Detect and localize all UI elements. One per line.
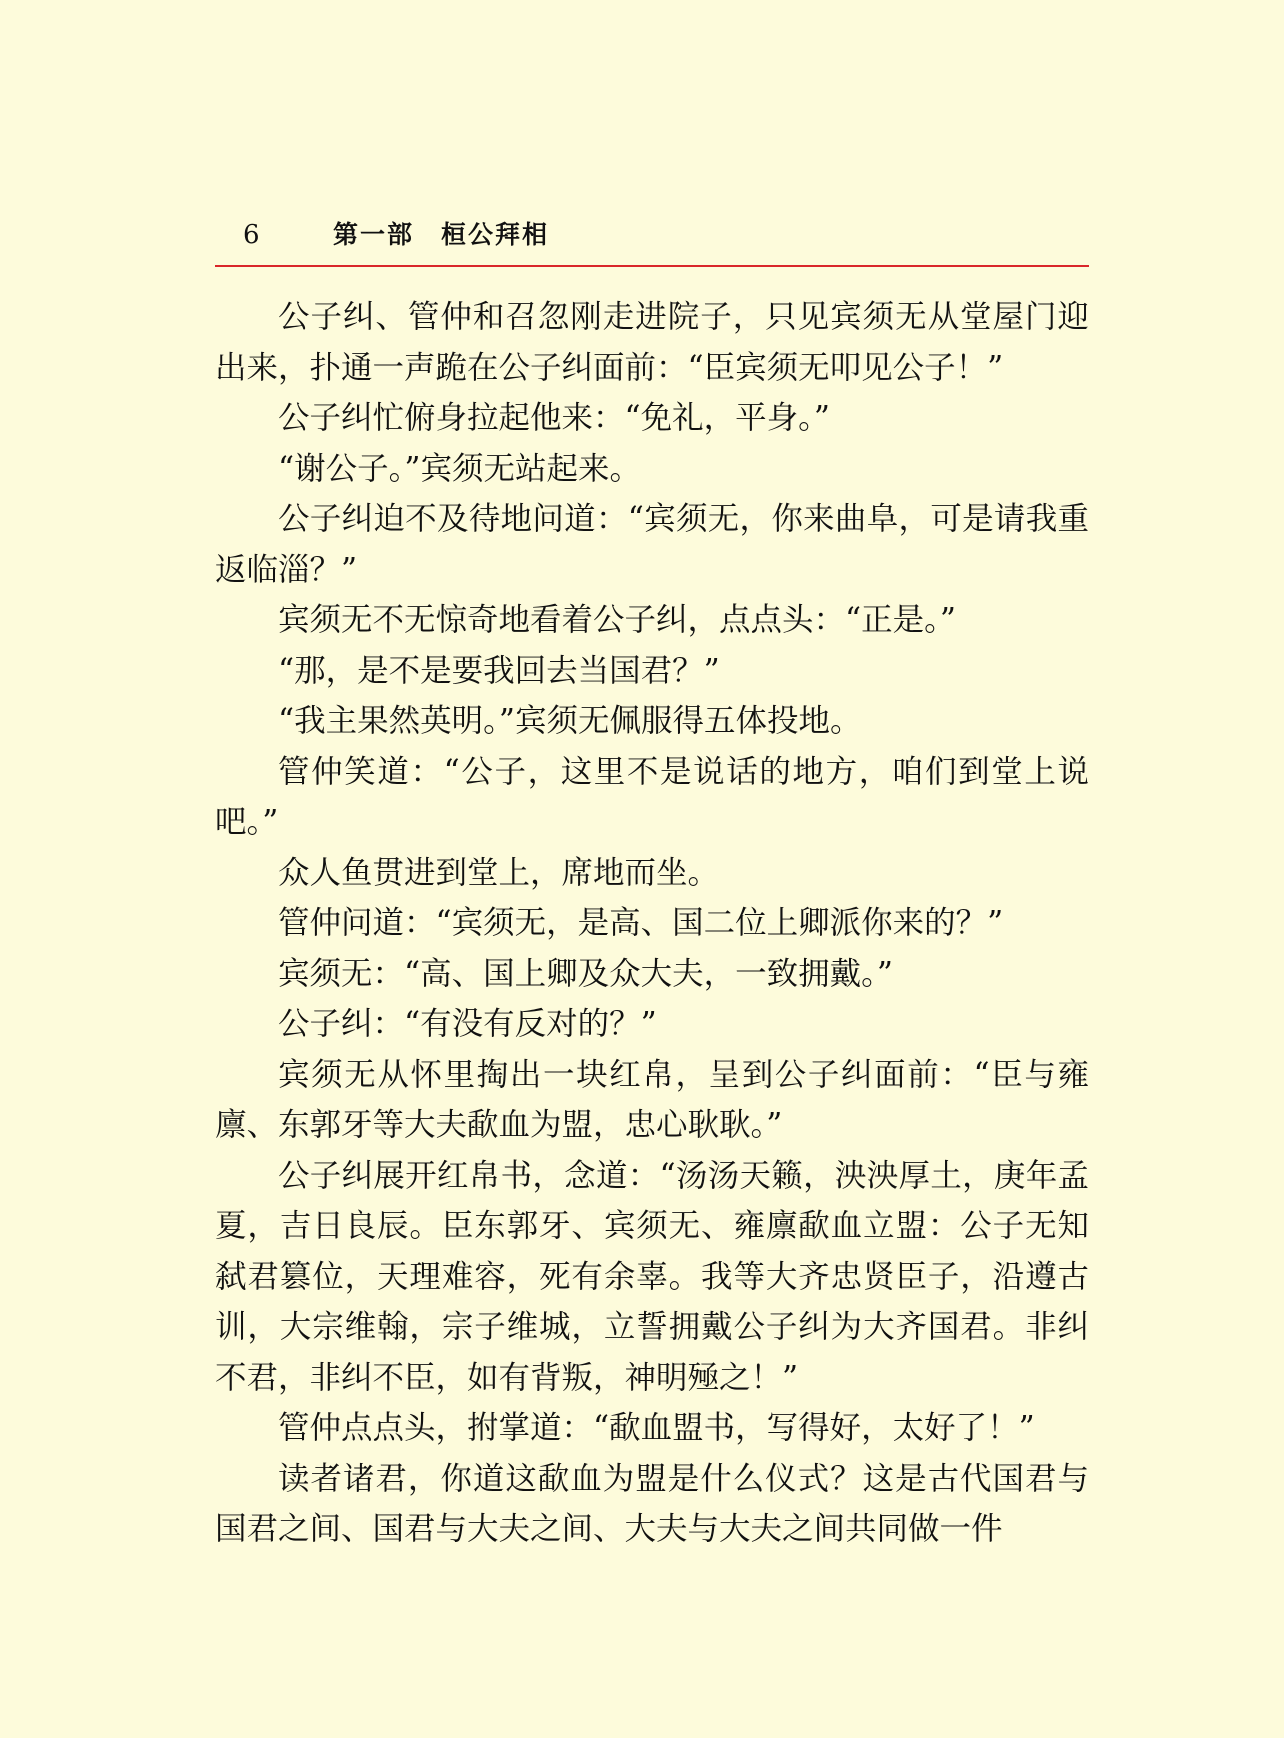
paragraph: 管仲笑道：“公子，这里不是说话的地方，咱们到堂上说吧。” xyxy=(215,753,1089,840)
paragraph: 公子纠：“有没有反对的？” xyxy=(278,1006,657,1042)
paragraph: “谢公子。”宾须无站起来。 xyxy=(278,450,641,487)
paragraph: 公子纠忙俯身拉起他来：“免礼，平身。” xyxy=(278,400,830,436)
paragraph: “那，是不是要我回去当国君？” xyxy=(278,652,720,689)
paragraph: 管仲问道：“宾须无，是高、国二位上卿派你来的？” xyxy=(278,905,1004,941)
paragraph: 公子纠迫不及待地问道：“宾须无，你来曲阜，可是请我重返临淄？” xyxy=(215,501,1089,588)
paragraph: 公子纠展开红帛书，念道：“汤汤天籁，泱泱厚土，庚年孟夏，吉日良辰。臣东郭牙、宾须无、雍廪歃血立盟：公子无知弑君篡位，天理难容，死有余辜。我等大齐忠贤臣子，沿遵古训，大宗维翰，宗子维城，立誓拥戴公子纠为大齐国君。非纠不君，非纠不臣，如有背叛，神明殛之！” xyxy=(215,1157,1089,1396)
paragraph: 众人鱼贯进到堂上，席地而坐。 xyxy=(278,854,720,891)
paragraph: 宾须无：“高、国上卿及众大夫，一致拥戴。” xyxy=(278,955,893,992)
paragraph: 读者诸君，你道这歃血为盟是什么仪式？这是古代国君与国君之间、国君与大夫之间、大夫与大夫之间共同做一件 xyxy=(215,1460,1089,1547)
page-number: 6 xyxy=(243,220,260,250)
body-text xyxy=(215,292,1089,1555)
paragraph: 公子纠、管仲和召忽刚走进院子，只见宾须无从堂屋门迎出来，扑通一声跪在公子纠面前：“臣宾须无叩见公子！” xyxy=(215,299,1089,386)
header-rule xyxy=(215,265,1089,267)
paragraph: “我主果然英明。”宾须无佩服得五体投地。 xyxy=(278,703,862,739)
chapter-title: 第一部 桓公拜相 xyxy=(333,220,550,249)
paragraph: 宾须无不无惊奇地看着公子纠，点点头：“正是。” xyxy=(278,602,956,638)
paragraph: 管仲点点头，拊掌道：“歃血盟书，写得好，太好了！” xyxy=(278,1410,1035,1446)
paragraph: 宾须无从怀里掏出一块红帛，呈到公子纠面前：“臣与雍廪、东郭牙等大夫歃血为盟，忠心耿耿。” xyxy=(215,1056,1089,1143)
running-head xyxy=(215,216,1089,260)
